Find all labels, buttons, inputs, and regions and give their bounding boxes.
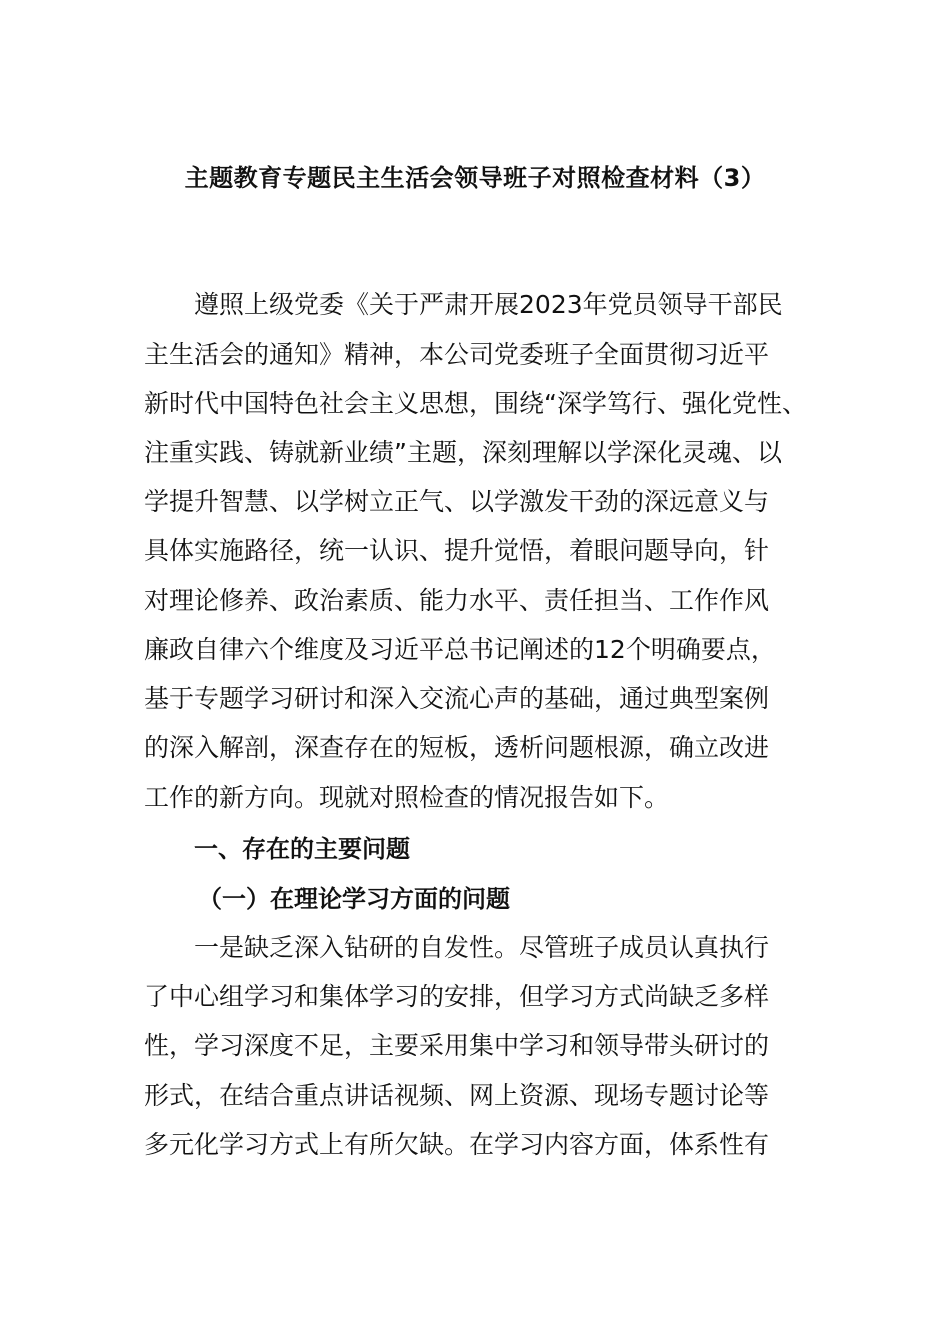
intro-line-9: 基于专题学习研讨和深入交流心声的基础，通过典型案例 (144, 684, 770, 713)
body-line-5: 多元化学习方式上有所欠缺。在学习内容方面，体系性有 (144, 1130, 770, 1159)
document-title: 主题教育专题民主生活会领导班子对照检查材料（3） (184, 164, 766, 192)
body-line-2: 了中心组学习和集体学习的安排，但学习方式尚缺乏多样 (144, 982, 770, 1011)
intro-line-8: 廉政自律六个维度及习近平总书记阐述的12个明确要点， (144, 635, 776, 664)
intro-line-11: 工作的新方向。现就对照检查的情况报告如下。 (144, 783, 670, 812)
subsection-heading: （一）在理论学习方面的问题 (198, 885, 510, 913)
intro-line-7: 对理论修养、政治素质、能力水平、责任担当、工作作风 (144, 586, 770, 615)
body-line-4: 形式，在结合重点讲话视频、网上资源、现场专题讨论等 (144, 1081, 770, 1110)
intro-line-5: 学提升智慧、以学树立正气、以学激发干劲的深远意义与 (144, 487, 770, 516)
intro-line-6: 具体实施路径，统一认识、提升觉悟，着眼问题导向，针 (144, 536, 770, 565)
intro-line-4: 注重实践、铸就新业绩”主题，深刻理解以学深化灵魂、以 (144, 438, 782, 467)
intro-line-3: 新时代中国特色社会主义思想，围绕“深学笃行、强化党性、 (144, 389, 807, 418)
intro-line-2: 主生活会的通知》精神，本公司党委班子全面贯彻习近平 (144, 340, 770, 369)
intro-line-10: 的深入解剖，深查存在的短板，透析问题根源，确立改进 (144, 733, 770, 762)
intro-line-1: 遵照上级党委《关于严肃开展2023年党员领导干部民 (194, 290, 783, 319)
body-line-3: 性，学习深度不足，主要采用集中学习和领导带头研讨的 (144, 1031, 770, 1060)
body-line-1: 一是缺乏深入钻研的自发性。尽管班子成员认真执行 (194, 933, 770, 962)
section-heading: 一、存在的主要问题 (194, 835, 410, 863)
